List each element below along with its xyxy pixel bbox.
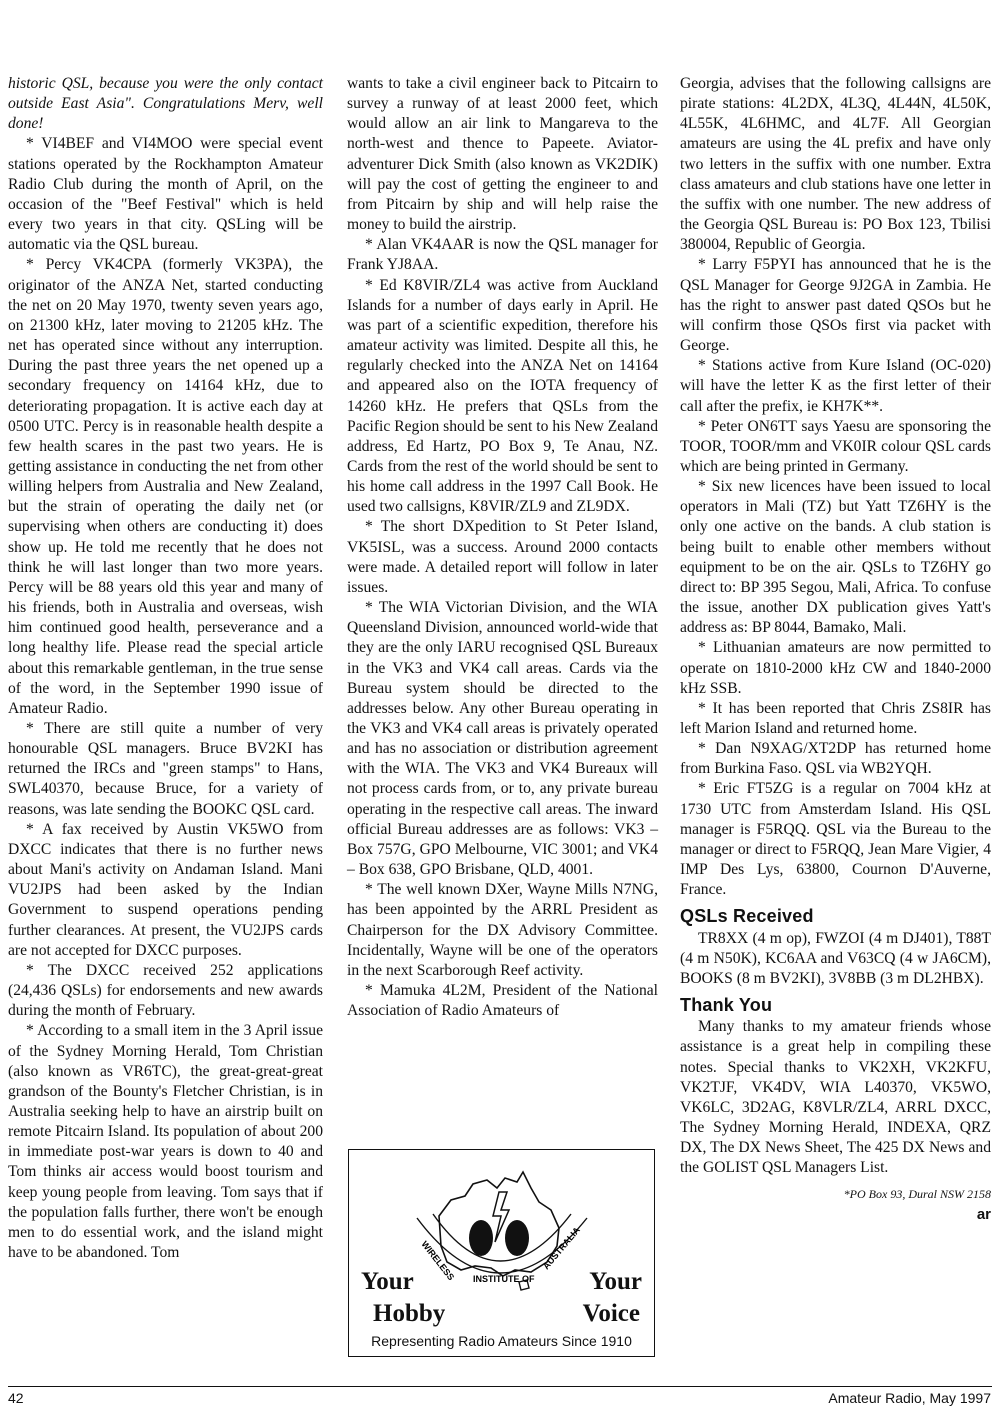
paragraph: * Larry F5PYI has announced that he is the QSL Manager for George 9J2GA in Zambia. He has the right to answer past dated QSOs but he will confirm those QSOs first via packet with George. [680, 256, 991, 355]
thank-you-heading: Thank You [680, 995, 773, 1016]
footer-rule [8, 1386, 992, 1387]
paragraph: * Peter ON6TT says Yaesu are sponsoring the TOOR, TOOR/mm and VK0IR colour QSL cards which are being printed in Germany. [680, 417, 991, 475]
wia-advertisement [348, 1149, 655, 1357]
logo-text-wireless: WIRELESS [419, 1239, 457, 1283]
paragraph: * It has been reported that Chris ZS8IR has left Marion Island and returned home. [680, 699, 991, 737]
paragraph: * The DXCC received 252 applications (24,436 QSLs) for endorsements and new awards during the month of February. [8, 961, 323, 1020]
paragraph: wants to take a civil engineer back to Pitcairn to survey a runway of at least 2000 feet, which would allow an air link to Mangareva to the north-west and thence to Papeete. Aviator-adventurer Dick Smith (also known as VK2DIK) will pay the cost of getting the engineer to and from Pitcairn by ship and will help raise the money to build the airstrip. [347, 75, 658, 234]
article-column-2 [347, 74, 658, 1021]
article-column-1 [8, 74, 323, 1263]
logo-text-institute: INSTITUTE OF [473, 1274, 535, 1284]
qsls-received-heading: QSLs Received [680, 906, 814, 927]
logo-text-australia: AUSTRALIA [540, 1225, 582, 1272]
paragraph: * Six new licences have been issued to local operators in Mali (TZ) but Yatt TZ6HY is the only one active on the bands. A club station is being built to enable other members without equipment to be on the air. QSLs to TZ6HY go direct to: BP 395 Segou, Mali, Africa. To confuse the issue, another DX publication gives Yatt's address as: BP 8044, Bamako, Mali. [680, 478, 991, 637]
magazine-issue: Amateur Radio, May 1997 [828, 1390, 991, 1406]
paragraph: * According to a small item in the 3 April issue of the Sydney Morning Herald, Tom Christian (also known as VR6TC), the great-great-great grandson of the Bounty's Fletcher Christian, is in Australia seeking help to have an airstrip built on remote Pitcairn Island. Its population of about 200 in immediate post-war years is down to 40 and Tom thinks air access would boost tourism and keep young people from leaving. Tom says that if the population falls further, there won't be enough men to do essential work, and the island might have to be abandoned. Tom [8, 1022, 323, 1262]
ad-your-left: Your [361, 1268, 414, 1295]
paragraph: * Dan N9XAG/XT2DP has returned home from Burkina Faso. QSL via WB2YQH. [680, 740, 991, 778]
paragraph: historic QSL, because you were the only contact outside East Asia". Congratulations Merv, well done! [8, 75, 323, 133]
paragraph: * Mamuka 4L2M, President of the National Association of Radio Amateurs of [347, 982, 658, 1020]
paragraph: * Eric FT5ZG is a regular on 7004 kHz at 1730 UTC from Amsterdam Island. His QSL manager is F5RQQ. QSL via the Bureau to the manager or direct to F5RQQ, Jean Mare Vigier, 4 IMP Des Lys, 63800, Cournon D'Auverne, France. [680, 780, 991, 899]
wia-logo-icon [399, 1158, 605, 1298]
paragraph: * The short DXpedition to St Peter Island, VK5ISL, was a success. Around 2000 contacts were made. A detailed report will follow in later issues. [347, 518, 658, 596]
paragraph: Georgia, advises that the following callsigns are pirate stations: 4L2DX, 4L3Q, 4L44N, 4L50K, 4L55K, 4L6HMC, and 4L7F. All Georgian amateurs are using the 4L prefix and have only two letters in the suffix with one number. Extra class amateurs and club stations have one letter in the suffix with one number. The new address of the Georgia QSL Bureau is: PO Box 123, Tbilisi 380004, Republic of Georgia. [680, 75, 991, 254]
paragraph: * Alan VK4AAR is now the QSL manager for Frank YJ8AA. [347, 236, 658, 274]
paragraph: * There are still quite a number of very honourable QSL managers. Bruce BV2KI has returned the IRCs and "green stamps" to Hans, SWL40370, because Bruce, for a variety of reasons, was late sending the BOOKC QSL card. [8, 720, 323, 818]
thank-you-text: Many thanks to my amateur friends whose assistance is a great help in compiling these notes. Special thanks to VK2XH, VK2KFU, VK2TJF, VK4DV, WIA L40370, VK5WO, VK6LC, 3D2AG, K8VLR/ZL4, ARRL DXCC, The Sydney Morning Herald, INDEXA, QRZ DX, The DX News Sheet, The 425 DX News and the GOLIST QSL Managers List. [680, 1018, 991, 1177]
paragraph: * Percy VK4CPA (formerly VK3PA), the originator of the ANZA Net, started conducting the net on 20 May 1970, twenty seven years ago, on 21300 kHz, later moving to 21205 kHz. The net has operated since without any interruption. During the past three years the net opened up a secondary frequency on 14164 kHz, due to deteriorating propagation. It is active each day at 0500 UTC. Percy is in reasonable health despite a few health scares in the past two years. He is getting assistance in conducting the net from other willing helpers from Australia and New Zealand, but the strain of operating the daily net (or supervising when others are conducting it) does show up. He told me recently that he does not think he will last longer than two more years. Percy will be 88 years old this year and many of his friends, both in Australia and overseas, wish him continued good health, perseverance and a long healthy life. Please read the special article about this remarkable gentleman, in the true sense of the word, in the September 1990 issue of Amateur Radio. [8, 256, 323, 717]
end-mark: ar [976, 1205, 991, 1223]
ad-voice: Voice [582, 1300, 640, 1327]
paragraph: * A fax received by Austin VK5WO from DXCC indicates that there is no further news about Mani's activity on Andaman Island. Mani VU2JPS had been asked by the Indian Government to suspend operations pending further clearances. At present, the VU2JPS cards are not accepted for DXCC purposes. [8, 820, 323, 959]
ad-your-right: Your [589, 1268, 642, 1295]
paragraph: * The well known DXer, Wayne Mills N7NG, has been appointed by the ARRL President as Chairperson for the DX Advisory Committee. Incidentally, Wayne will be one of the operators in the next Scarborough Reef activity. [347, 881, 658, 979]
paragraph: * Stations active from Kure Island (OC-020) will have the letter K as the first letter of their call after the prefix, ie KH7K**. [680, 357, 991, 415]
page-number: 42 [8, 1390, 24, 1406]
paragraph: * Lithuanian amateurs are now permitted to operate on 1810-2000 kHz CW and 1840-2000 kHz SSB. [680, 639, 991, 697]
paragraph: * VI4BEF and VI4MOO were special event stations operated by the Rockhampton Amateur Radio Club during the month of April, on the occasion of the "Beef Festival" which is held every two years in that city. QSLing will be automatic via the QSL bureau. [8, 135, 323, 254]
qsls-received-text: TR8XX (4 m op), FWZOI (4 m DJ401), T88T (4 m N50K), KC6AA and V63CQ (4 w JA6CM), BOOKS (8 m BV2KI), 3V8BB (3 m DL2HBX). [680, 929, 991, 987]
paragraph: * The WIA Victorian Division, and the WIA Queensland Division, announced world-wide that they are the only IARU recognised QSL Bureaux in the VK3 and VK4 call areas. Cards via the Bureau system should be directed to the addresses below. Any other Bureau operating in the VK3 and VK4 call areas is privately operated and has no association or distribution agreement with the WIA. The VK3 and VK4 Bureaux will not process cards from, or to, any private bureau operating in the respective call areas. The inward official Bureau addresses are as follows: VK3 – Box 757G, GPO Melbourne, VIC 3001; and VK4 – Box 638, GPO Brisbane, QLD, 4001. [347, 599, 658, 879]
author-address: *PO Box 93, Dural NSW 2158 [843, 1187, 991, 1202]
article-column-3 [680, 74, 991, 1225]
ad-tagline: Representing Radio Amateurs Since 1910 [371, 1333, 632, 1349]
paragraph: * Ed K8VIR/ZL4 was active from Auckland Islands for a number of days early in April. He was part of a scientific expedition, therefore his amateur activity was limited. Despite all this, he regularly checked into the ANZA Net on 14164 and appeared also on the IOTA frequency of 14260 kHz. He prefers that QSLs from the Pacific Region should be sent to his New Zealand address, Ed Hartz, PO Box 9, Te Anau, NZ. Cards from the rest of the world should be sent to his home call address in the 1997 Call Book. He used two callsigns, K8VIR/ZL9 and ZL9DX. [347, 276, 658, 516]
ad-hobby: Hobby [373, 1300, 446, 1327]
